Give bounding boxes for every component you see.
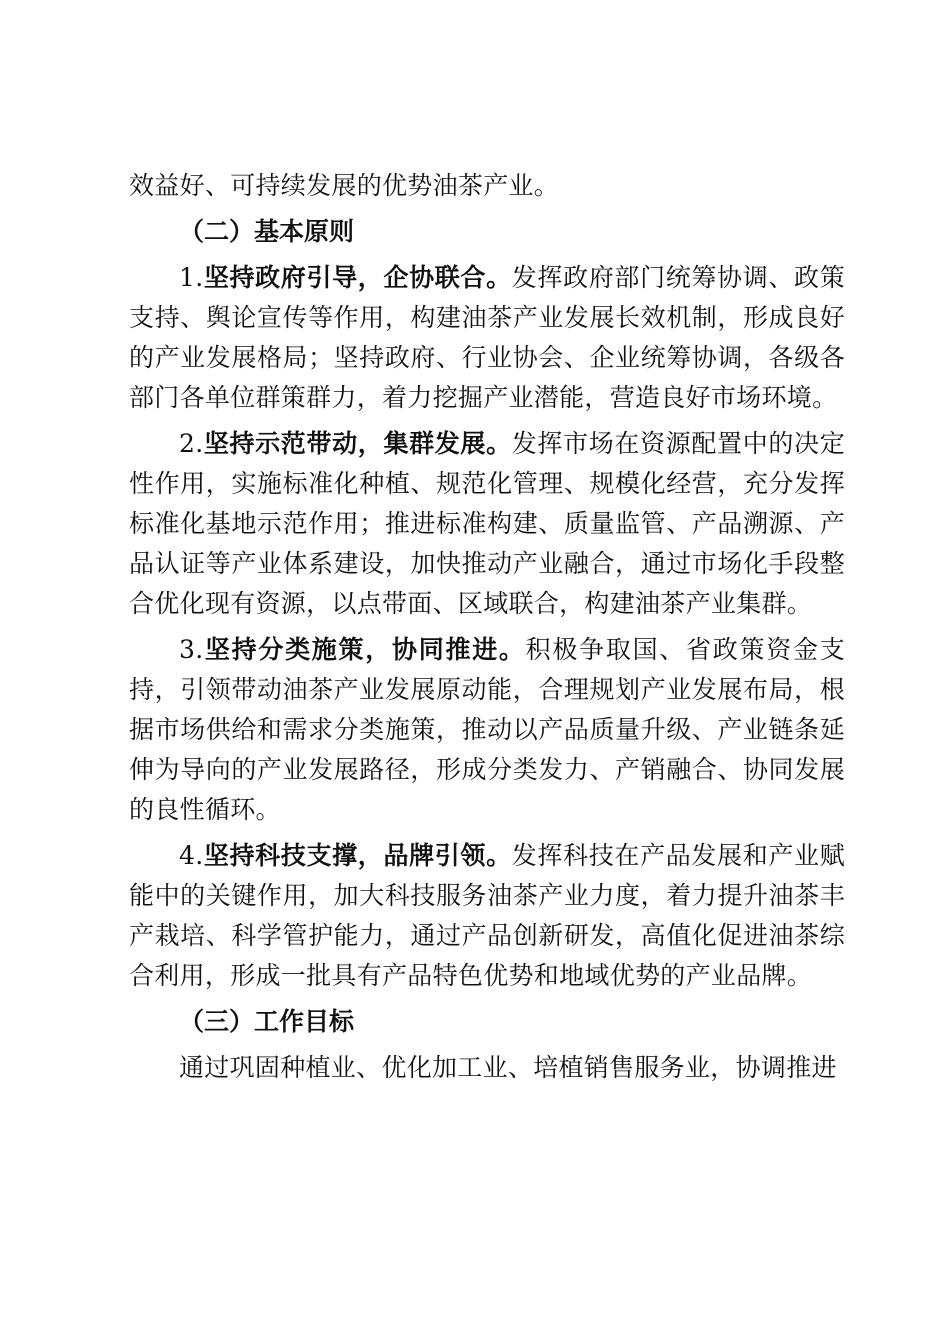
principle-number: 2.: [179, 429, 204, 458]
section-heading-basic-principles: （二）基本原则: [179, 217, 355, 246]
principle-lead: 坚持科技支撑，品牌引领。: [203, 841, 512, 870]
section-heading-work-goals: （三）工作目标: [179, 1007, 355, 1036]
intro-paragraph-tail: 效益好、可持续发展的优势油茶产业。: [129, 171, 560, 200]
principle-lead: 坚持示范带动，集群发展。: [203, 429, 512, 458]
principle-number: 3.: [179, 635, 204, 664]
principle-number: 1.: [179, 263, 204, 292]
principle-paragraph-4: [129, 836, 845, 996]
principle-lead: 坚持政府引导，企协联合。: [203, 263, 512, 292]
document-body: [129, 166, 845, 1094]
principle-paragraph-2: [129, 424, 845, 624]
principle-text: 积极争取国、省政策资金支持，引领带动油茶产业发展原动能，合理规划产业发展布局，根据市场供给和需求分类施策，推动以产品质量升级、产业链条延伸为导向的产业发展路径，形成分类发力、产销融合、协同发展的良性循环。: [129, 635, 845, 824]
principle-text: 发挥市场在资源配置中的决定性作用，实施标准化种植、规范化管理、规模化经营，充分发挥标准化基地示范作用；推进标准构建、质量监管、产品溯源、产品认证等产业体系建设，加快推动产业融合，通过市场化手段整合优化现有资源，以点带面、区域联合，构建油茶产业集群。: [129, 429, 846, 618]
principle-text: 发挥科技在产品发展和产业赋能中的关键作用，加大科技服务油茶产业力度，着力提升油茶丰产栽培、科学管护能力，通过产品创新研发，高值化促进油茶综合利用，形成一批具有产品特色优势和地域优势的产业品牌。: [129, 841, 846, 990]
principle-paragraph-3: [129, 630, 845, 830]
principle-paragraph-1: [129, 258, 845, 418]
principle-number: 4.: [179, 841, 204, 870]
work-goals-paragraph: 通过巩固种植业、优化加工业、培植销售服务业，协调推进: [179, 1053, 837, 1082]
principle-lead: 坚持分类施策，协同推进。: [203, 635, 526, 664]
principle-text: 发挥政府部门统筹协调、政策支持、舆论宣传等作用，构建油茶产业发展长效机制，形成良好的产业发展格局；坚持政府、行业协会、企业统筹协调，各级各部门各单位群策群力，着力挖掘产业潜能，营造良好市场环境。: [129, 263, 846, 412]
